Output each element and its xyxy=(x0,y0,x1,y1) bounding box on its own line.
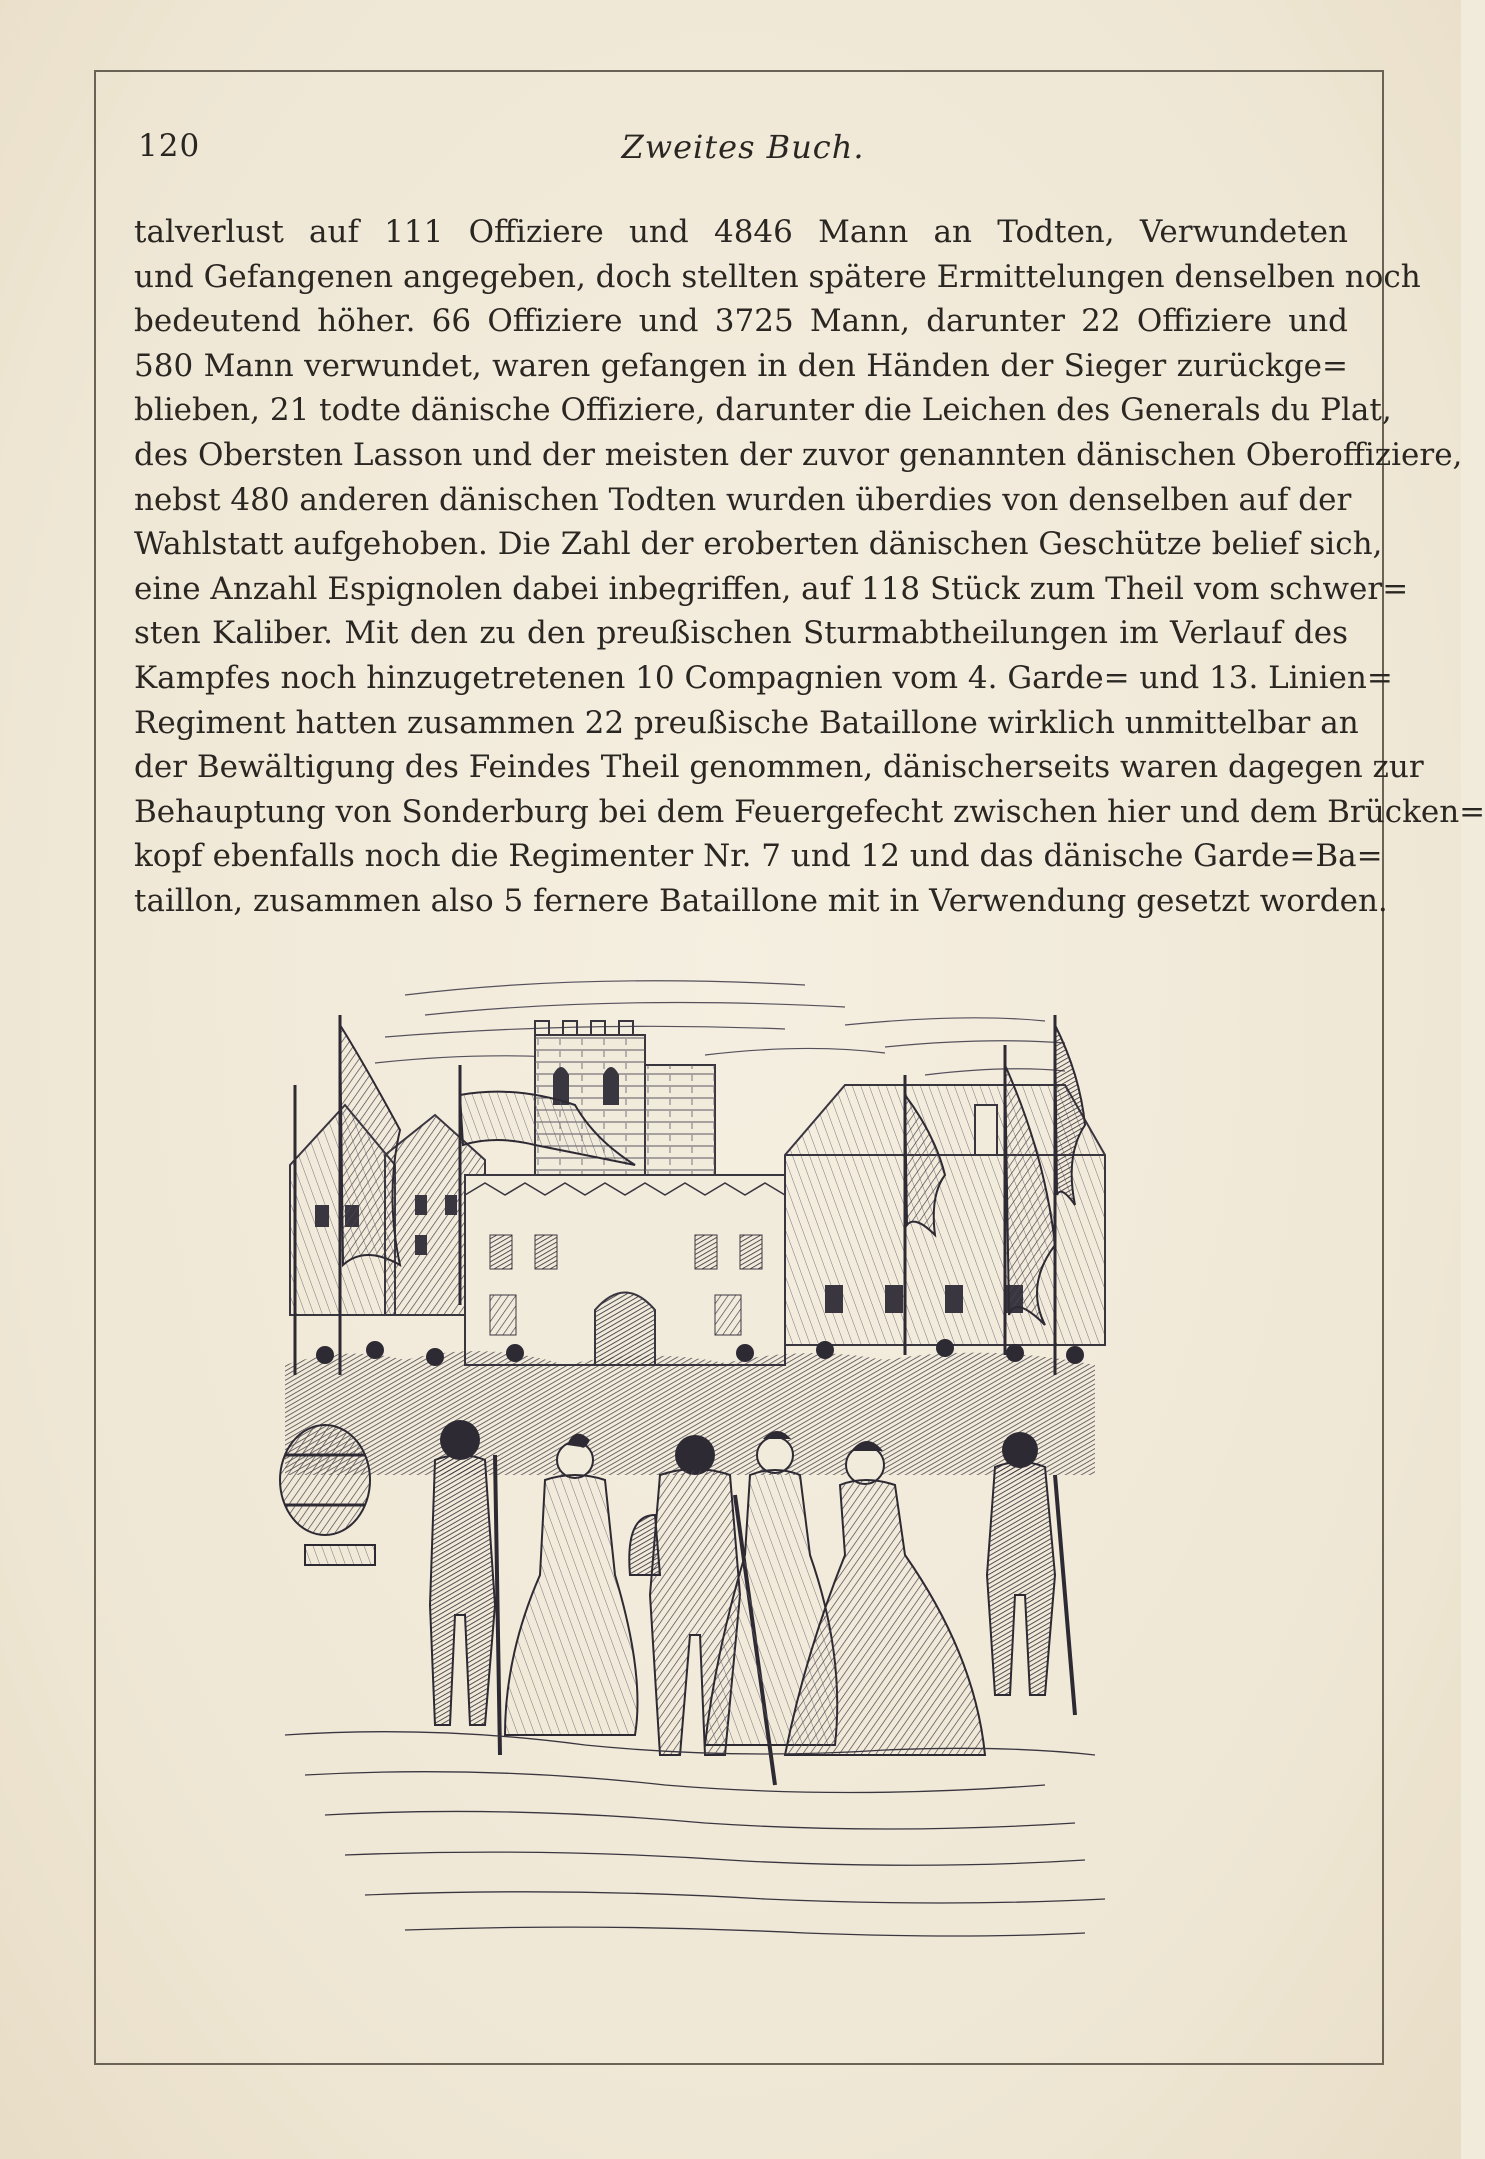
page-number: 120 xyxy=(138,128,201,164)
text-line: Regiment hatten zusammen 22 preußische Bataillone wirklich unmittelbar an xyxy=(134,704,1359,741)
section-title: Zweites Buch. xyxy=(621,128,865,166)
barrel xyxy=(280,1425,375,1565)
text-line: Kampfes noch hinzugetretenen 10 Compagnien vom 4. Garde= und 13. Linien= xyxy=(134,659,1393,696)
text-line: Wahlstatt aufgehoben. Die Zahl der eroberten dänischen Geschütze belief sich, xyxy=(134,526,1383,563)
text-line: Behauptung von Sonderburg bei dem Feuergefecht zwischen hier und dem Brücken= xyxy=(134,793,1485,830)
text-line: taillon, zusammen also 5 fernere Bataillone mit in Verwendung gesetzt worden. xyxy=(134,882,1388,919)
castle xyxy=(465,1021,785,1365)
text-line: eine Anzahl Espignolen dabei inbegriffen, auf 118 Stück zum Theil vom schwer= xyxy=(134,570,1409,607)
text-line: nebst 480 anderen dänischen Todten wurden überdies von denselben auf der xyxy=(134,481,1352,518)
text-line: blieben, 21 todte dänische Offiziere, darunter die Leichen des Generals du Plat, xyxy=(134,392,1392,429)
text-line: und Gefangenen angegeben, doch stellten spätere Ermittelungen denselben noch xyxy=(134,258,1421,295)
ground xyxy=(285,1732,1105,1936)
running-head xyxy=(138,128,1348,174)
engraving-illustration xyxy=(285,955,1185,1960)
text-line: des Obersten Lasson und der meisten der zuvor genannten dänischen Oberoffiziere, xyxy=(134,436,1463,473)
text-line: bedeutend höher. 66 Offiziere und 3725 Mann, darunter 22 Offiziere und xyxy=(134,303,1348,340)
text-line: 580 Mann verwundet, waren gefangen in den Händen der Sieger zurückge= xyxy=(134,347,1348,384)
sky-strokes xyxy=(375,981,1065,1075)
text-line: sten Kaliber. Mit den zu den preußischen Sturmabtheilungen im Verlauf des xyxy=(134,615,1348,652)
text-line: kopf ebenfalls noch die Regimenter Nr. 7 und 12 und das dänische Garde=Ba= xyxy=(134,838,1383,875)
text-line: talverlust auf 111 Offiziere und 4846 Mann an Todten, Verwundeten xyxy=(134,214,1348,250)
text-line: der Bewältigung des Feindes Theil genommen, dänischerseits waren dagegen zur xyxy=(134,749,1424,786)
body-text xyxy=(134,210,1485,924)
town-square-scene xyxy=(285,955,1185,1960)
